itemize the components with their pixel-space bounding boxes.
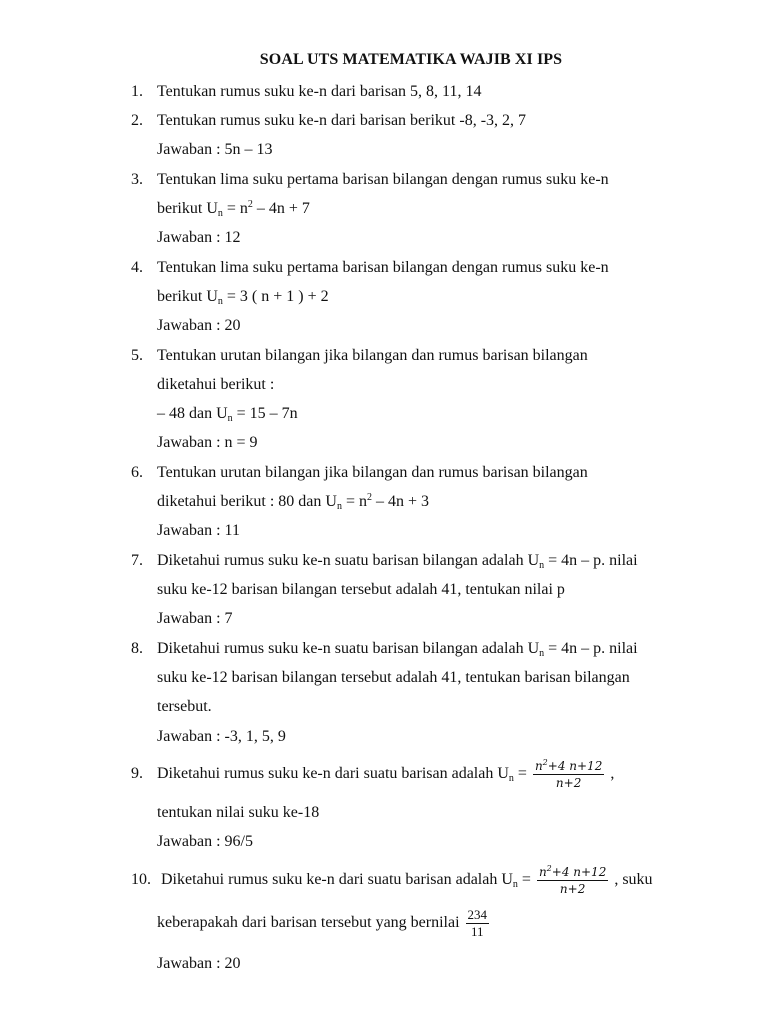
q7-number: 7. [131, 552, 143, 569]
q8-number: 8. [131, 640, 143, 657]
q9-fraction: $\frac{n^2+4 n+12}{n+2}$ [534, 757, 603, 790]
q6-number: 6. [131, 464, 143, 481]
q5-text-line2: diketahui berikut : [157, 376, 275, 393]
q5-answer: Jawaban : n = 9 [157, 434, 258, 451]
q4-number: 4. [131, 259, 143, 276]
q6-text-line2: diketahui berikut : 80 dan $U_n = n^2 - 4n + 3$ [157, 492, 430, 512]
page-title: SOAL UTS MATEMATIKA WAJIB XI IPS [259, 51, 563, 68]
q8-text-line3: tersebut. [157, 698, 212, 715]
q3-text-line1: Tentukan lima suku pertama barisan bilangan dengan rumus suku ke-n [157, 171, 609, 188]
q2-answer: Jawaban : 5n – 13 [157, 141, 273, 158]
q4-answer: Jawaban : 20 [157, 317, 241, 334]
q7-text-line1: Diketahui rumus suku ke-n suatu barisan bilangan adalah $U_n = 4n - p$. nilai [157, 552, 638, 571]
q1-text: Tentukan rumus suku ke-n dari barisan 5, 8, 11, 14 [157, 83, 482, 100]
q6-answer: Jawaban : 11 [157, 522, 240, 539]
q9-number: 9. [131, 765, 143, 782]
q10-answer: Jawaban : 20 [157, 955, 241, 972]
q7-answer: Jawaban : 7 [157, 610, 233, 627]
q3-number: 3. [131, 171, 143, 188]
q9-text-line1: Diketahui rumus suku ke-n dari suatu barisan adalah $U_n$ = $\frac{n^2+4 n+12}{n+2}$ , [157, 757, 615, 790]
q10-number: 10. [131, 871, 151, 888]
q5-text-line1: Tentukan urutan bilangan jika bilangan dan rumus barisan bilangan [157, 347, 588, 364]
q8-text-line1: Diketahui rumus suku ke-n suatu barisan bilangan adalah $U_n = 4n - p$. nilai [157, 640, 638, 659]
q3-text-line2: berikut $U_n = n^2 - 4n + 7$ [157, 199, 310, 219]
q8-answer: Jawaban : -3, 1, 5, 9 [157, 728, 286, 745]
q10-fraction: $\frac{n^2+4 n+12}{n+2}$ [538, 863, 607, 896]
q2-number: 2. [131, 112, 143, 129]
q8-text-line2: suku ke-12 barisan bilangan tersebut adalah 41, tentukan barisan bilangan [157, 669, 630, 686]
q3-answer: Jawaban : 12 [157, 229, 241, 246]
q5-number: 5. [131, 347, 143, 364]
q10-text-line1: Diketahui rumus suku ke-n dari suatu barisan adalah $U_n$ = $\frac{n^2+4 n+12}{n+2}$ , suku [161, 863, 653, 896]
q10-text-line2: keberapakah dari barisan tersebut yang bernilai $\frac{234}{11}$ [157, 906, 488, 939]
q5-text-line3: – 48 dan $U_n = 15 - 7n$ [157, 405, 298, 424]
q10-value-fraction: $\frac{234}{11}$ [467, 906, 488, 939]
q9-answer: Jawaban : 96/5 [157, 833, 253, 850]
q7-text-line2: suku ke-12 barisan bilangan tersebut adalah 41, tentukan nilai p [157, 581, 565, 598]
q1-number: 1. [131, 83, 143, 100]
q4-text-line1: Tentukan lima suku pertama barisan bilangan dengan rumus suku ke-n [157, 259, 609, 276]
q2-text: Tentukan rumus suku ke-n dari barisan berikut -8, -3, 2, 7 [157, 112, 527, 129]
q6-text-line1: Tentukan urutan bilangan jika bilangan dan rumus barisan bilangan [157, 464, 588, 481]
q4-text-line2: berikut $U_n = 3$ ( n + 1 ) + 2 [157, 288, 329, 307]
q9-text-line2: tentukan nilai suku ke-18 [157, 804, 320, 821]
